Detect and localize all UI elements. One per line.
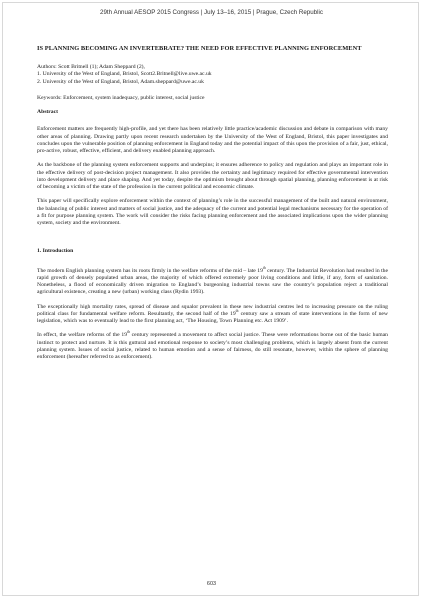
affiliation-1: 1. University of the West of England, Bristol, Scott2.Britnell@live.uwe.ac.uk: [37, 71, 212, 78]
abstract-paragraph-1: Enforcement matters are frequently high-profile, and yet there has been relatively little practice/academic discussion and debate in comparison with many other areas of planning. Drawing partly upon recent research undertaken by the University of the West of England, Bristol, this paper investigates and concludes upon the vulnerable position of planning enforcement in England today and the potential impact of this upon the provision of a fair, just, ethical, pro-active, robust, effective, efficient, and delivery enabled planning approach.: [37, 126, 388, 154]
superscript-th: th: [262, 265, 266, 270]
intro-paragraph-2: [37, 304, 388, 326]
abstract-paragraph-2: As the backbone of the planning system enforcement supports and underpins; it ensures adherence to policy and regulation and plays an important role in the effective delivery of post-decision project management. It also provides the certainty and legitimacy required for effective governmental intervention into development delivery and place shaping. And yet today, despite the optimism brought about through spatial planning, planning enforcement is at risk of becoming a victim of the state of the profession in the current political and economic climate.: [37, 162, 388, 190]
intro-paragraph-3: [37, 332, 388, 361]
abstract-paragraph-3: This paper will specifically explore enforcement within the context of planning’s role in the successful management of the built and natural environment, the balancing of public interest and matters of social justice, and the adequacy of the current and potential legal mechanisms necessary for the operation of a fit for purpose planning system. The work will consider the risks facing planning enforcement and the associated implications upon the wider planning system, society and the environment.: [37, 198, 388, 226]
superscript-th: th: [235, 308, 239, 313]
abstract-heading: Abstract: [37, 109, 58, 115]
intro-p2-text-b: century saw a stream of state interventions in the form of new legislation, which was to eventually lead to the first planning act, ‘The Housing, Town Planning etc. Act 1909’.: [37, 310, 388, 324]
intro-paragraph-1: [37, 265, 388, 297]
intro-p3-text-a: In effect, the welfare reforms of the 19: [37, 332, 128, 339]
paper-body: [37, 31, 388, 368]
intro-p1-text-b: century. The Industrial Revolution had resulted in the rapid growth of densely populated urban areas, the majority of which offered extremely poor living conditions and little, if any, form of sanitation. Nonetheless, a flood of economically driven migration to England’s burgeoning industrial towns saw the country’s population reject a traditional agricultural existence, creating a new (urban) working class (Rydin 1993).: [37, 267, 388, 296]
page-number: 603: [206, 581, 217, 587]
keywords: Keywords: Enforcement, system inadequacy, public interest, social justice: [37, 94, 205, 101]
author-block: [37, 64, 388, 86]
superscript-th: th: [127, 330, 130, 335]
intro-p2-text-a: The exceptionally high mortality rates, spread of disease and squalor prevalent in these new industrial centres led to increasing pressure on the ruling political class for fundamental welfare reform. Resultantly, the second half of the 19: [37, 303, 388, 317]
authors-line: Authors: Scott Britnell (1); Adam Sheppard (2),: [37, 64, 145, 70]
intro-p3-text-b: century represented a movement to affect social justice. These were reformations borne out of the basic human instinct to protect and nurture. It is this guttural and emotional response to society’s most challenging problems, which is largely absent from the current planning system. Issues of social justice, related to human emotion and a sense of fairness, do still resonate, however, within the sphere of planning enforcement (hereafter referred to as enforcement).: [37, 332, 388, 360]
affiliation-2: 2. University of the West of England, Bristol, Adam.sheppard@uwe.ac.uk: [37, 78, 204, 85]
running-header: 29th Annual AESOP 2015 Congress | July 13–16, 2015 | Prague, Czech Republic: [100, 9, 323, 16]
intro-p1-text-a: The modern English planning system has its roots firmly in the welfare reforms of the mid – late 19: [37, 267, 263, 274]
introduction-heading: 1. Introduction: [37, 248, 74, 255]
paper-title: IS PLANNING BECOMING AN INVERTEBRATE? THE NEED FOR EFFECTIVE PLANNING ENFORCEMENT: [37, 45, 362, 52]
